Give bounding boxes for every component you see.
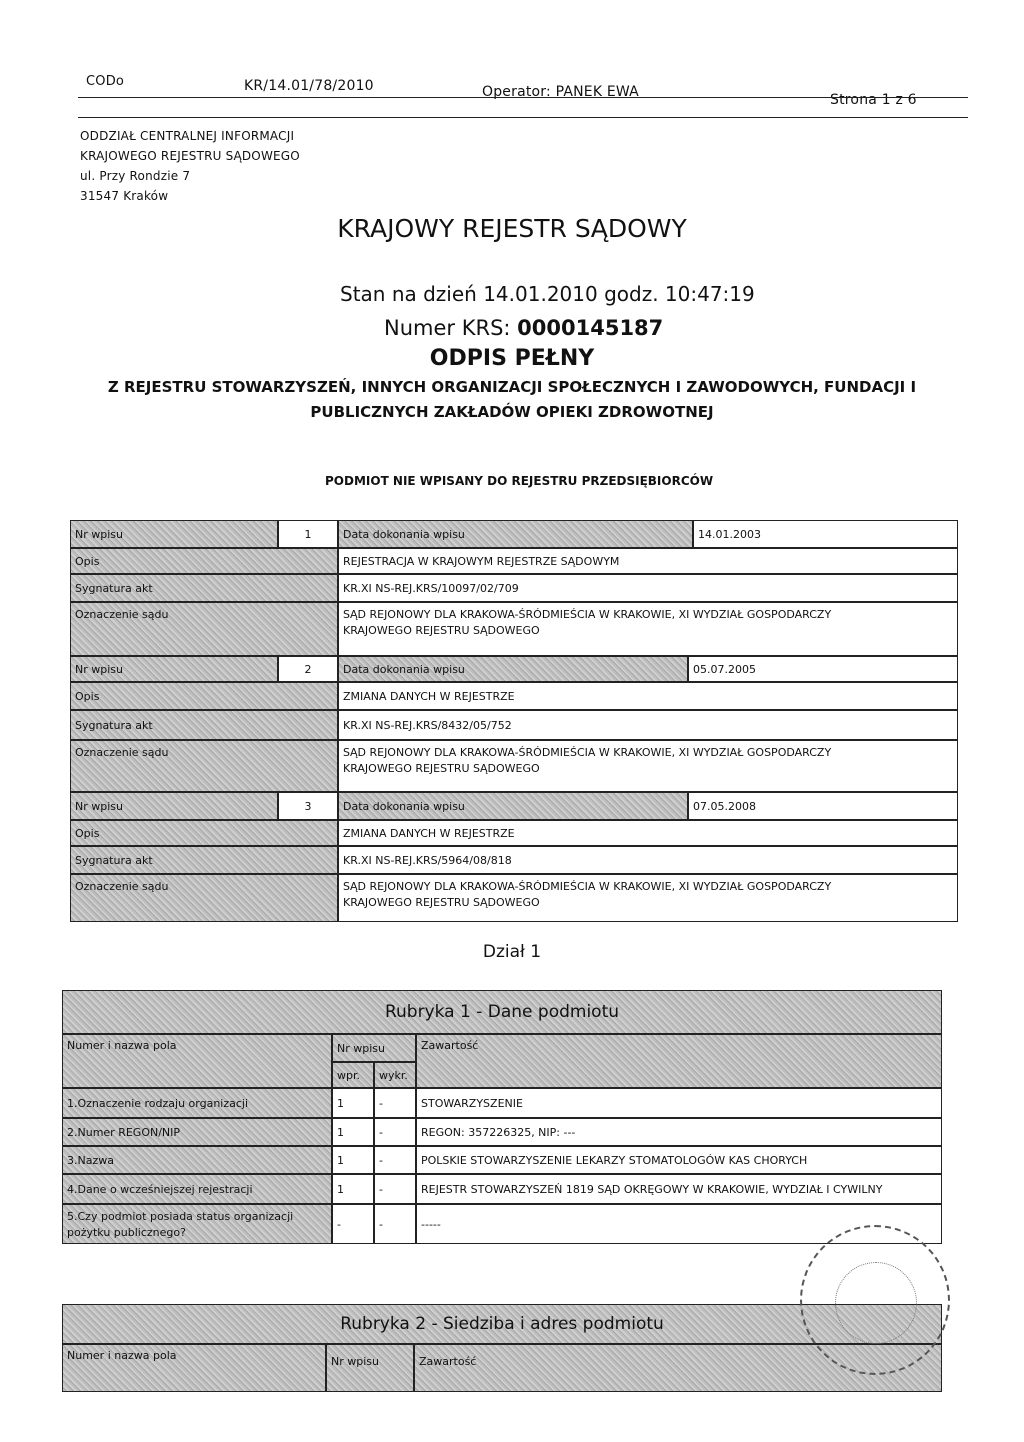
label-oznaczenie-sadu: Oznaczenie sądu: [70, 740, 338, 792]
field-entry-wpr: 1: [332, 1088, 374, 1118]
register-line-2: PUBLICZNYCH ZAKŁADÓW OPIEKI ZDROWOTNEJ: [310, 403, 714, 421]
office-line: 31547 Kraków: [80, 189, 169, 203]
krs-label: Numer KRS:: [384, 316, 518, 340]
column-header-wpr: wpr.: [332, 1062, 374, 1088]
field-entry-wykr: -: [374, 1088, 416, 1118]
court-line-1: SĄD REJONOWY DLA KRAKOWA-ŚRÓDMIEŚCIA W KRAKOWIE, XI WYDZIAŁ GOSPODARCZY: [343, 746, 832, 759]
subject-note: PODMIOT NIE WPISANY DO REJESTRU PRZEDSIĘBIORCÓW: [325, 474, 714, 488]
label-data-dokonania-wpisu: Data dokonania wpisu: [338, 792, 688, 820]
field-name: 2.Numer REGON/NIP: [62, 1118, 332, 1146]
label-opis: Opis: [70, 820, 338, 846]
field-name: 1.Oznaczenie rodzaju organizacji: [62, 1088, 332, 1118]
court-line-2: KRAJOWEGO REJESTRU SĄDOWEGO: [343, 896, 540, 909]
register-line-1: Z REJESTRU STOWARZYSZEŃ, INNYCH ORGANIZACJI SPOŁECZNYCH I ZAWODOWYCH, FUNDACJI I: [107, 378, 917, 396]
label-sygnatura-akt: Sygnatura akt: [70, 710, 338, 740]
header-rule-bottom: [78, 117, 968, 118]
label-nr-wpisu: Nr wpisu: [70, 656, 278, 682]
column-header-name: Numer i nazwa pola: [62, 1034, 332, 1088]
field-entry-wpr: -: [332, 1204, 374, 1244]
office-line: ODDZIAŁ CENTRALNEJ INFORMACJI: [80, 129, 295, 143]
office-line: ul. Przy Rondzie 7: [80, 169, 191, 183]
codo-label: CODo: [86, 74, 125, 89]
entry-description: ZMIANA DANYCH W REJESTRZE: [338, 682, 958, 710]
field-value: -----: [416, 1204, 942, 1244]
field-value: REGON: 357226325, NIP: ---: [416, 1118, 942, 1146]
entry-court: [338, 602, 958, 656]
label-data-dokonania-wpisu: Data dokonania wpisu: [338, 520, 693, 548]
entry-court: [338, 740, 958, 792]
field-value: STOWARZYSZENIE: [416, 1088, 942, 1118]
document-reference: KR/14.01/78/2010: [244, 78, 374, 94]
entry-court: [338, 874, 958, 922]
office-address: [80, 126, 300, 206]
label-sygnatura-akt: Sygnatura akt: [70, 574, 338, 602]
entry-case-signature: KR.XI NS-REJ.KRS/10097/02/709: [338, 574, 958, 602]
entry-description: REJESTRACJA W KRAJOWYM REJESTRZE SĄDOWYM: [338, 548, 958, 574]
field-entry-wykr: -: [374, 1174, 416, 1204]
field-value: POLSKIE STOWARZYSZENIE LEKARZY STOMATOLOGÓW KAS CHORYCH: [416, 1146, 942, 1174]
label-opis: Opis: [70, 682, 338, 710]
column-header-content: Zawartość: [416, 1034, 942, 1088]
krs-number: 0000145187: [517, 316, 664, 340]
label-sygnatura-akt: Sygnatura akt: [70, 846, 338, 874]
field-name: 5.Czy podmiot posiada status organizacji pożytku publicznego?: [62, 1204, 332, 1244]
entry-case-signature: KR.XI NS-REJ.KRS/5964/08/818: [338, 846, 958, 874]
header-rule-top: [78, 97, 968, 98]
field-entry-wpr: 1: [332, 1174, 374, 1204]
page-title: KRAJOWY REJESTR SĄDOWY: [337, 214, 687, 243]
field-entry-wykr: -: [374, 1146, 416, 1174]
entry-date: 05.07.2005: [688, 656, 958, 682]
column-header-nr-wpisu: Nr wpisu: [332, 1034, 416, 1062]
court-line-2: KRAJOWEGO REJESTRU SĄDOWEGO: [343, 762, 540, 775]
label-opis: Opis: [70, 548, 338, 574]
field-entry-wykr: -: [374, 1118, 416, 1146]
rubryka-2-title: Rubryka 2 - Siedziba i adres podmiotu: [62, 1304, 942, 1344]
krs-number-line: [384, 316, 663, 340]
court-line-1: SĄD REJONOWY DLA KRAKOWA-ŚRÓDMIEŚCIA W KRAKOWIE, XI WYDZIAŁ GOSPODARCZY: [343, 880, 832, 893]
field-name: 4.Dane o wcześniejszej rejestracji: [62, 1174, 332, 1204]
entry-date: 07.05.2008: [688, 792, 958, 820]
section-heading: Dział 1: [482, 942, 542, 962]
field-entry-wpr: 1: [332, 1118, 374, 1146]
label-oznaczenie-sadu: Oznaczenie sądu: [70, 874, 338, 922]
label-oznaczenie-sadu: Oznaczenie sądu: [70, 602, 338, 656]
entry-description: ZMIANA DANYCH W REJESTRZE: [338, 820, 958, 846]
page-number: Strona 1 z 6: [830, 92, 917, 108]
entry-case-signature: KR.XI NS-REJ.KRS/8432/05/752: [338, 710, 958, 740]
field-name: 3.Nazwa: [62, 1146, 332, 1174]
state-date: Stan na dzień 14.01.2010 godz. 10:47:19: [340, 282, 755, 306]
column-header-wykr: wykr.: [374, 1062, 416, 1088]
column-header-content: Zawartość: [414, 1344, 942, 1392]
entry-number: 3: [278, 792, 338, 820]
court-line-1: SĄD REJONOWY DLA KRAKOWA-ŚRÓDMIEŚCIA W KRAKOWIE, XI WYDZIAŁ GOSPODARCZY: [343, 608, 832, 621]
field-entry-wykr: -: [374, 1204, 416, 1244]
court-line-2: KRAJOWEGO REJESTRU SĄDOWEGO: [343, 624, 540, 637]
rubryka-1-title: Rubryka 1 - Dane podmiotu: [62, 990, 942, 1034]
field-value: REJESTR STOWARZYSZEŃ 1819 SĄD OKRĘGOWY W KRAKOWIE, WYDZIAŁ I CYWILNY: [416, 1174, 942, 1204]
entry-date: 14.01.2003: [693, 520, 958, 548]
column-header-name: Numer i nazwa pola: [62, 1344, 326, 1392]
entry-number: 2: [278, 656, 338, 682]
label-nr-wpisu: Nr wpisu: [70, 792, 278, 820]
stamp-emblem: [835, 1262, 917, 1344]
column-header-nr-wpisu: Nr wpisu: [326, 1344, 414, 1392]
label-nr-wpisu: Nr wpisu: [70, 520, 278, 548]
odpis-heading: ODPIS PEŁNY: [429, 346, 595, 371]
entry-number: 1: [278, 520, 338, 548]
office-line: KRAJOWEGO REJESTRU SĄDOWEGO: [80, 149, 300, 163]
field-entry-wpr: 1: [332, 1146, 374, 1174]
label-data-dokonania-wpisu: Data dokonania wpisu: [338, 656, 688, 682]
operator-label: Operator: PANEK EWA: [482, 84, 639, 100]
